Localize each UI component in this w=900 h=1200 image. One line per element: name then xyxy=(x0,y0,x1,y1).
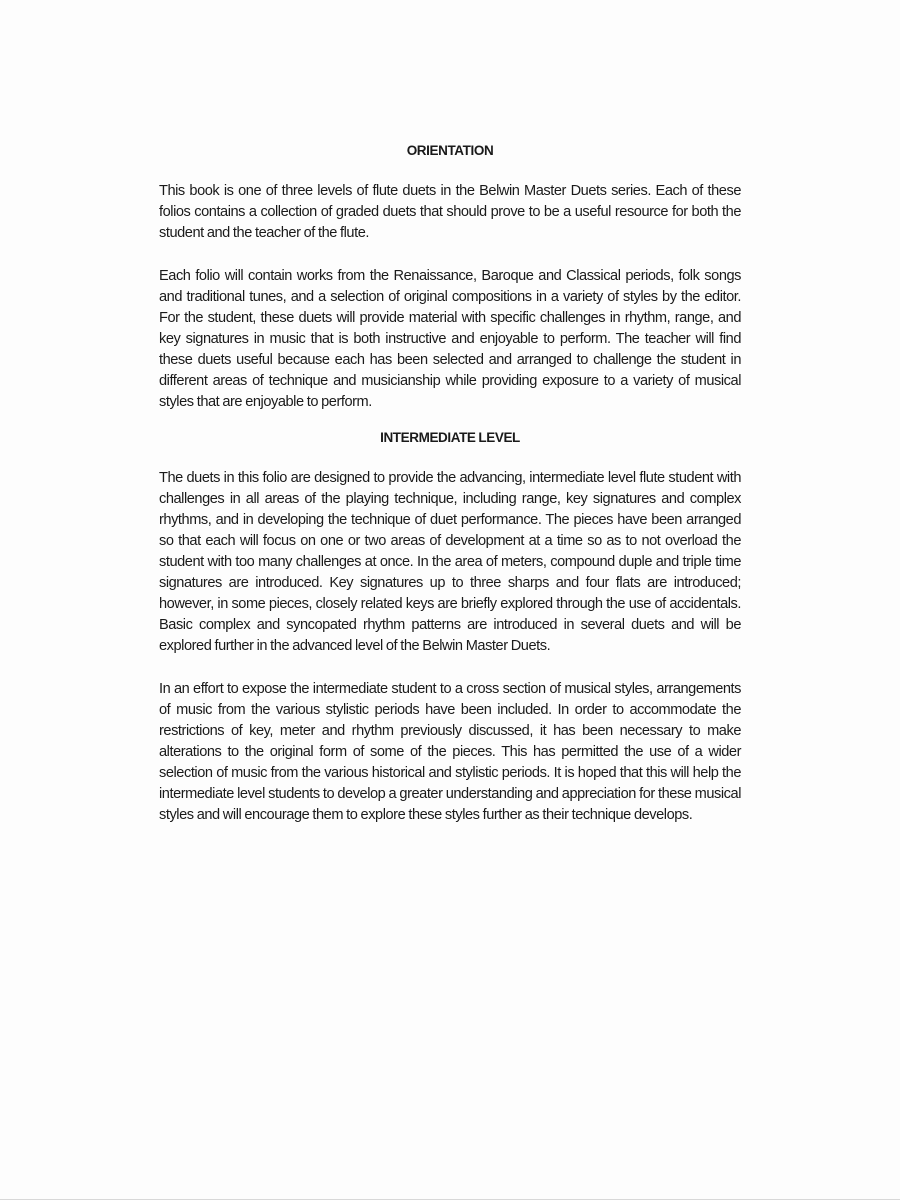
section-intermediate-level xyxy=(159,427,741,826)
intermediate-paragraph-2: In an effort to expose the intermediate student to a cross section of musical styles, arrangements of music from the various stylistic periods have been included. In order to accommodate the restrictions of key, meter and rhythm previously discussed, it has been necessary to make alterations to the original form of some of the pieces. This has permitted the use of a wider selection of music from the various historical and stylistic periods. It is hoped that this will help the intermediate level students to develop a greater understanding and appreciation for these musical styles and will encourage them to explore these styles further as their technique develops. xyxy=(159,681,741,823)
orientation-paragraph-1: This book is one of three levels of flute duets in the Belwin Master Duets series. Each of these folios contains a collection of graded duets that should prove to be a useful resource for both the student and the teacher of the flute. xyxy=(159,183,741,241)
orientation-paragraph-2: Each folio will contain works from the Renaissance, Baroque and Classical periods, folk songs and traditional tunes, and a selection of original compositions in a variety of styles by the editor. For the student, these duets will provide material with specific challenges in rhythm, range, and key signatures in music that is both instructive and enjoyable to perform. The teacher will find these duets useful because each has been selected and arranged to challenge the student in different areas of technique and musicianship while providing exposure to a variety of musical styles that are enjoyable to perform. xyxy=(159,268,741,410)
section-orientation xyxy=(159,140,741,413)
document-body xyxy=(159,140,741,848)
section-heading-orientation: ORIENTATION xyxy=(406,143,494,158)
intermediate-paragraph-1: The duets in this folio are designed to provide the advancing, intermediate level flute student with challenges in all areas of the playing technique, including range, key signatures and complex rhythms, and in developing the technique of duet performance. The pieces have been arranged so that each will focus on one or two areas of development at a time so as to not overload the student with too many challenges at once. In the area of meters, compound duple and triple time signatures are introduced. Key signatures up to three sharps and four flats are introduced; however, in some pieces, closely related keys are briefly explored through the use of accidentals. Basic complex and syncopated rhythm patterns are introduced in several duets and will be explored further in the advanced level of the Belwin Master Duets. xyxy=(159,470,741,654)
section-heading-intermediate-level: INTERMEDIATE LEVEL xyxy=(380,430,520,445)
